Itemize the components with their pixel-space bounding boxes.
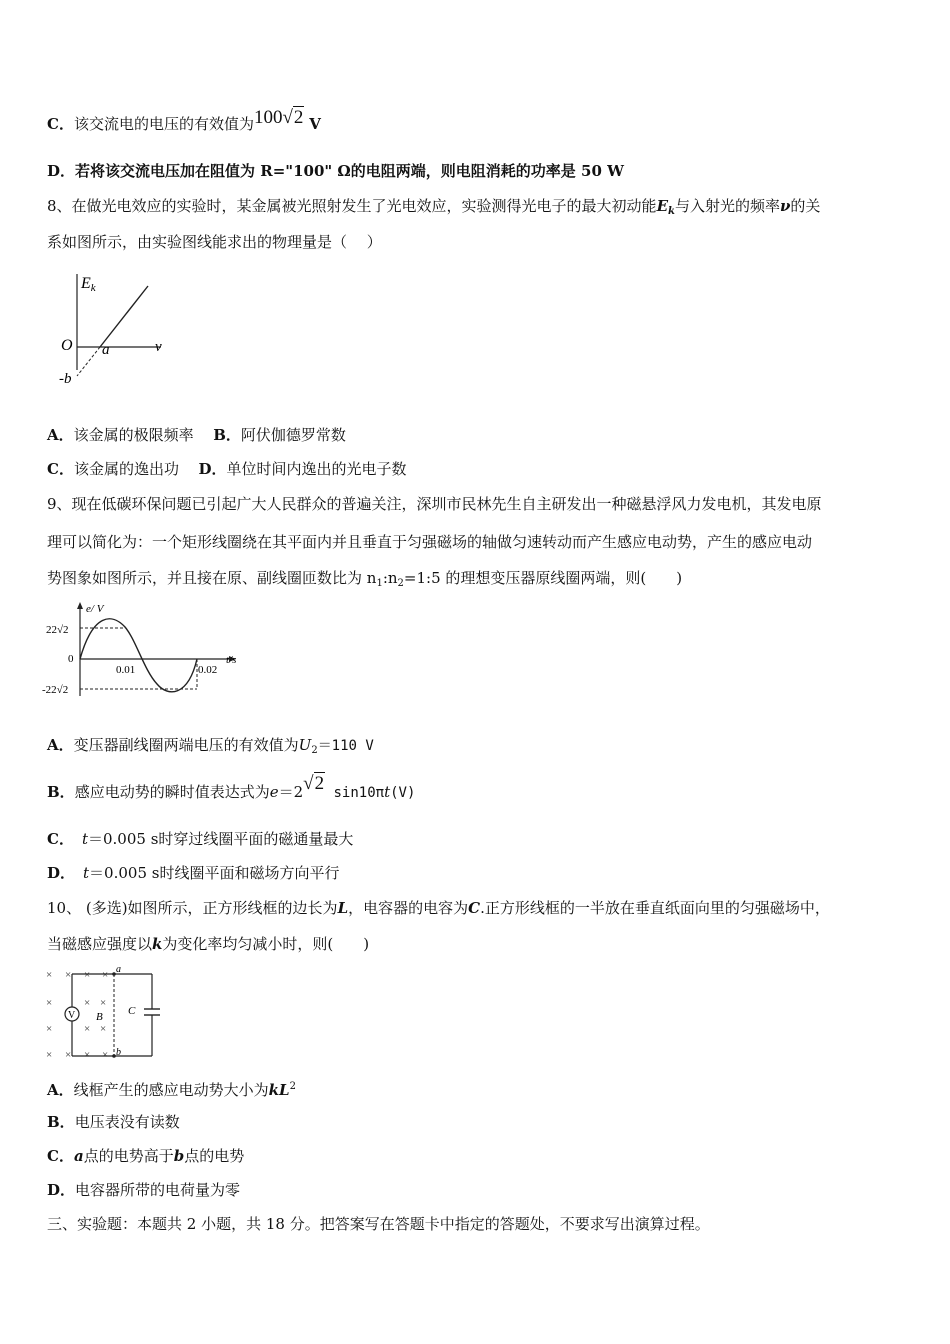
- stem-text: 当磁感应强度以: [47, 935, 153, 953]
- unit: (V): [390, 785, 416, 801]
- B-label: B: [96, 1011, 103, 1023]
- option-text: 阿伏伽德罗常数: [240, 426, 346, 444]
- stem-text: 与入射光的频率: [674, 197, 780, 215]
- variable: U: [298, 736, 312, 754]
- stem-text: 为变化率均匀减小时，则( ): [162, 935, 370, 953]
- y-axis-label: Ek: [81, 275, 96, 294]
- variable: kL: [268, 1081, 290, 1099]
- stem-text: :n: [382, 569, 398, 587]
- option-label: B．: [213, 426, 241, 444]
- option-label: C．: [47, 460, 74, 478]
- q9-stem-line3: [47, 568, 682, 594]
- variable: t: [83, 864, 90, 882]
- svg-text:×: ×: [100, 997, 107, 1009]
- ek-line: [100, 286, 148, 347]
- option-text: ＝0.005 s时穿过线圈平面的磁通量最大: [87, 830, 354, 848]
- stem-text: =1:5 的理想变压器原线圈两端，则( ): [403, 569, 683, 587]
- q10-circuit-figure: [44, 964, 174, 1064]
- option-label: B．: [47, 1113, 75, 1131]
- variable: t: [81, 830, 88, 848]
- q10-option-d: [47, 1180, 240, 1200]
- stem-text: 10、 (多选)如图所示，正方形线框的边长为: [47, 899, 338, 917]
- option-text: 电容器所带的电荷量为零: [75, 1181, 241, 1199]
- option-label: D．: [47, 864, 76, 882]
- svg-text:×: ×: [46, 1049, 53, 1061]
- variable: k: [152, 935, 163, 953]
- subscript: 2: [397, 578, 404, 589]
- q8-stem-line1: [47, 196, 820, 222]
- sqrt-coefficient: 100: [253, 107, 283, 128]
- q7-option-c: [47, 107, 321, 134]
- option-text: 感应电动势的瞬时值表达式为: [74, 783, 270, 801]
- origin-label: O: [61, 337, 73, 354]
- svg-text:×: ×: [46, 997, 53, 1009]
- sine-wave: [80, 619, 197, 692]
- svg-text:×: ×: [65, 969, 72, 981]
- svg-text:×: ×: [65, 1049, 72, 1061]
- sqrt-radicand: 2: [314, 773, 325, 794]
- stem-text: ，电容器的电容为: [348, 899, 469, 917]
- q9-stem-line1: 9、现在低碳环保问题已引起广大人民群众的普遍关注，深圳市民林先生自主研发出一种磁悬浮风力发电机，其发电原: [47, 495, 822, 513]
- variable: L: [337, 899, 349, 917]
- stem-text: 的关: [790, 197, 821, 215]
- stem-text: 势图象如图所示，并且接在原、副线圈匝数比为 n: [47, 569, 377, 587]
- section-3-heading: 三、实验题：本题共 2 小题，共 18 分。把答案写在答题卡中指定的答题处，不要求写出演算过程。: [47, 1215, 710, 1233]
- option-text: 该交流电的电压的有效值为: [73, 115, 254, 133]
- value: ＝110 V: [317, 738, 374, 754]
- svg-text:×: ×: [102, 969, 109, 981]
- q9-stem-line2: 理可以简化为：一个矩形线圈绕在其平面内并且垂直于匀强磁场的轴做匀速转动而产生感应电动势，产生的感应电动: [47, 533, 813, 551]
- option-text: 单位时间内逸出的光电子数: [226, 460, 407, 478]
- option-text: 该金属的极限频率: [73, 426, 194, 444]
- svg-text:×: ×: [46, 1023, 53, 1035]
- option-label: B．: [47, 783, 75, 801]
- q10-option-b: [47, 1112, 180, 1132]
- subscript: 2: [311, 745, 318, 756]
- option-label: C．: [47, 115, 74, 133]
- x-axis-label: ν: [155, 339, 162, 355]
- variable: e: [269, 783, 279, 801]
- q10-option-a: [47, 1077, 296, 1100]
- t-axis-label: t/s: [226, 654, 237, 666]
- q9-option-c: [47, 829, 353, 849]
- variable: b: [173, 1147, 185, 1165]
- option-label: C．: [47, 1147, 74, 1165]
- nu-symbol: ν: [779, 197, 791, 215]
- q8-options-ab: [47, 425, 346, 445]
- sqrt-radicand: 2: [293, 107, 304, 128]
- option-label: D．: [198, 460, 227, 478]
- option-text: ＝0.005 s时线圈平面和磁场方向平行: [89, 864, 340, 882]
- superscript: 2: [289, 1081, 296, 1092]
- svg-text:×: ×: [84, 1023, 91, 1035]
- t1-label: 0.01: [116, 664, 136, 676]
- q9-emf-graph: [40, 600, 250, 700]
- option-text: 变压器副线圈两端电压的有效值为: [73, 736, 299, 754]
- option-text: 该金属的逸出功: [73, 460, 179, 478]
- sin-term: sin10π: [325, 785, 385, 801]
- option-label: A．: [47, 736, 74, 754]
- svg-text:×: ×: [46, 969, 53, 981]
- neg-peak-label: -22√2: [42, 684, 69, 696]
- option-label: A．: [47, 1081, 74, 1099]
- zero-label: 0: [68, 653, 74, 665]
- q9-option-d: [47, 863, 339, 883]
- variable: t: [384, 783, 391, 801]
- y-axis-arrow: [77, 602, 83, 609]
- b-label: -b: [59, 371, 72, 387]
- svg-text:×: ×: [84, 1049, 91, 1061]
- q10-stem-line2: [47, 934, 369, 954]
- option-label: D．: [47, 1181, 76, 1199]
- option-label: A．: [47, 426, 74, 444]
- q9-option-a: [47, 735, 374, 761]
- svg-text:×: ×: [84, 997, 91, 1009]
- q9-option-b: [47, 773, 416, 803]
- svg-text:×: ×: [100, 1023, 107, 1035]
- variable: C: [468, 899, 481, 917]
- b-label: b: [116, 1047, 121, 1058]
- option-label: D．: [47, 162, 76, 180]
- subscript: 1: [376, 578, 383, 589]
- ek-symbol: $E_k$: [656, 197, 675, 217]
- q7-option-d: [47, 161, 624, 181]
- q10-option-c: [47, 1146, 244, 1166]
- option-text: 若将该交流电压加在阻值为 R="100" Ω的电阻两端，则电阻消耗的功率是 50 W: [75, 162, 624, 180]
- a-label: a: [102, 342, 110, 358]
- extension-dashed: [77, 347, 100, 376]
- svg-text:×: ×: [102, 1049, 109, 1061]
- sqrt-expression: 100√2: [253, 107, 304, 128]
- stem-text: .正方形线框的一半放在垂直纸面向里的匀强磁场中，: [480, 899, 830, 917]
- option-text: 电压表没有读数: [74, 1113, 180, 1131]
- y-axis-label: e/ V: [86, 603, 104, 615]
- stem-text: 8、在做光电效应的实验时，某金属被光照射发生了光电效应，实验测得光电子的最大初动能: [47, 197, 657, 215]
- coefficient: ＝2: [278, 783, 304, 801]
- q8-options-cd: [47, 459, 407, 479]
- option-label: C．: [47, 830, 74, 848]
- t2-label: 0.02: [198, 664, 218, 676]
- a-label: a: [116, 964, 121, 975]
- option-text: 点的电势: [184, 1147, 245, 1165]
- option-text: 线框产生的感应电动势大小为: [73, 1081, 269, 1099]
- option-text: 点的电势高于: [83, 1147, 174, 1165]
- variable: a: [73, 1147, 84, 1165]
- C-label: C: [128, 1005, 136, 1017]
- unit: V: [309, 115, 321, 133]
- q10-stem-line1: [47, 898, 830, 918]
- q8-ek-nu-graph: [55, 270, 175, 390]
- pos-peak-label: 22√2: [46, 624, 69, 636]
- q8-stem-line2: 系如图所示，由实验图线能求出的物理量是（ ）: [47, 233, 382, 251]
- svg-text:×: ×: [84, 969, 91, 981]
- sqrt-expression: √2: [303, 773, 325, 794]
- voltmeter-label: V: [68, 1010, 76, 1021]
